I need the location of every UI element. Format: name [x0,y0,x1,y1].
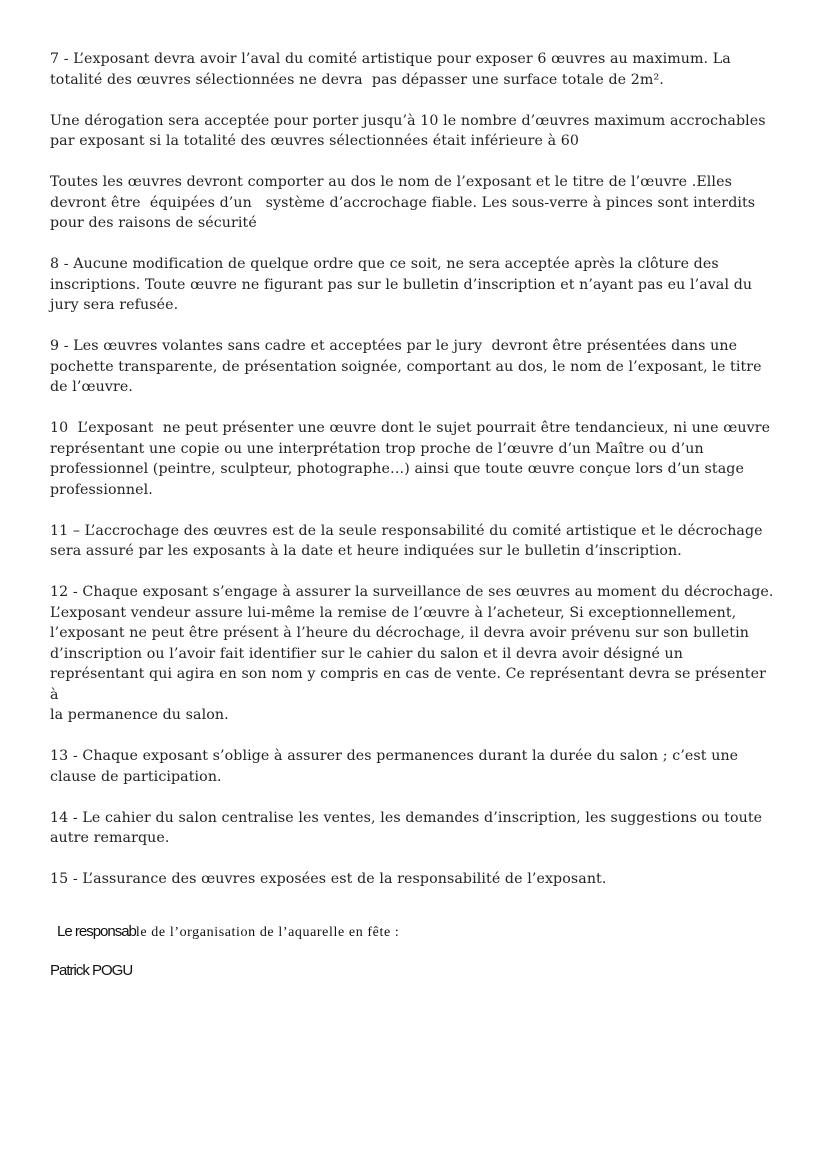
paragraph-derogation: Une dérogation sera acceptée pour porter jusqu’à 10 le nombre d’œuvres maximum accrochables par exposant si la totalité des œuvres sélectionnées était inférieure à 60 [50,112,766,149]
paragraph-rule-14: 14 - Le cahier du salon centralise les ventes, les demandes d’inscription, les suggestions ou toute autre remarque. [50,809,763,846]
paragraph-rule-13: 13 - Chaque exposant s’oblige à assurer des permanences durant la durée du salon ; c’est une clause de participation. [50,748,739,785]
paragraph-rule-11: 11 – L’accrochage des œuvres est de la seule responsabilité du comité artistique et le décrochage sera assuré par les exposants à la date et heure indiquées sur le bulletin d’inscription. [50,522,763,559]
signature-title-rest: le de l’organisation de l’aquarelle en fête : [135,925,400,940]
signature-title [57,923,399,941]
regulation-text [50,49,778,890]
paragraph-rule-15: 15 - L’assurance des œuvres exposées est de la responsabilité de l’exposant. [50,871,607,887]
paragraph-rule-8: 8 - Aucune modification de quelque ordre que ce soit, ne sera acceptée après la clôture des inscriptions. Toute œuvre ne figurant pas sur le bulletin d’inscription et n’ayant pas eu l’aval du jury sera refusée. [50,256,753,313]
paragraph-rule-9: 9 - Les œuvres volantes sans cadre et acceptées par le jury devront être présentées dans une pochette transparente, de présentation soignée, comportant au dos, le nom de l’exposant, le titre de l’œuvre. [50,338,762,395]
signature-title-lead: Le responsab [57,923,136,940]
paragraph-rule-12: 12 - Chaque exposant s’engage à assurer la surveillance de ses œuvres au moment du décrochage. L’exposant vendeur assure lui-même la remise de l’œuvre à l’acheteur, Si exceptionnellement, l’exposant ne peut être présent à l’heure du décrochage, il devra avoir prévenu sur son bulletin d’inscription ou l’avoir fait identifier sur le cahier du salon et il devra avoir désigné un représentant qui agira en son nom y compris en cas de vente. Ce représentant devra se présenter à la permanence du salon. [50,584,774,723]
paragraph-rule-10: 10 L’exposant ne peut présenter une œuvre dont le sujet pourrait être tendancieux, ni une œuvre représentant une copie ou une interprétation trop proche de l’œuvre d’un Maître ou d’un professionnel (peintre, sculpteur, photographe…) ainsi que toute œuvre conçue lors d’un stage professionnel. [50,420,771,498]
paragraph-labelling: Toutes les œuvres devront comporter au dos le nom de l’exposant et le titre de l’œuvre .Elles devront être équipées d’un système d’accrochage fiable. Les sous-verre à pinces sont interdits pour des raisons de sécurité [50,174,756,231]
signature-name: Patrick POGU [50,962,133,979]
paragraph-rule-7: 7 - L’exposant devra avoir l’aval du comité artistique pour exposer 6 œuvres au maximum. La totalité des œuvres sélectionnées ne devra pas dépasser une surface totale de 2m². [50,51,731,88]
